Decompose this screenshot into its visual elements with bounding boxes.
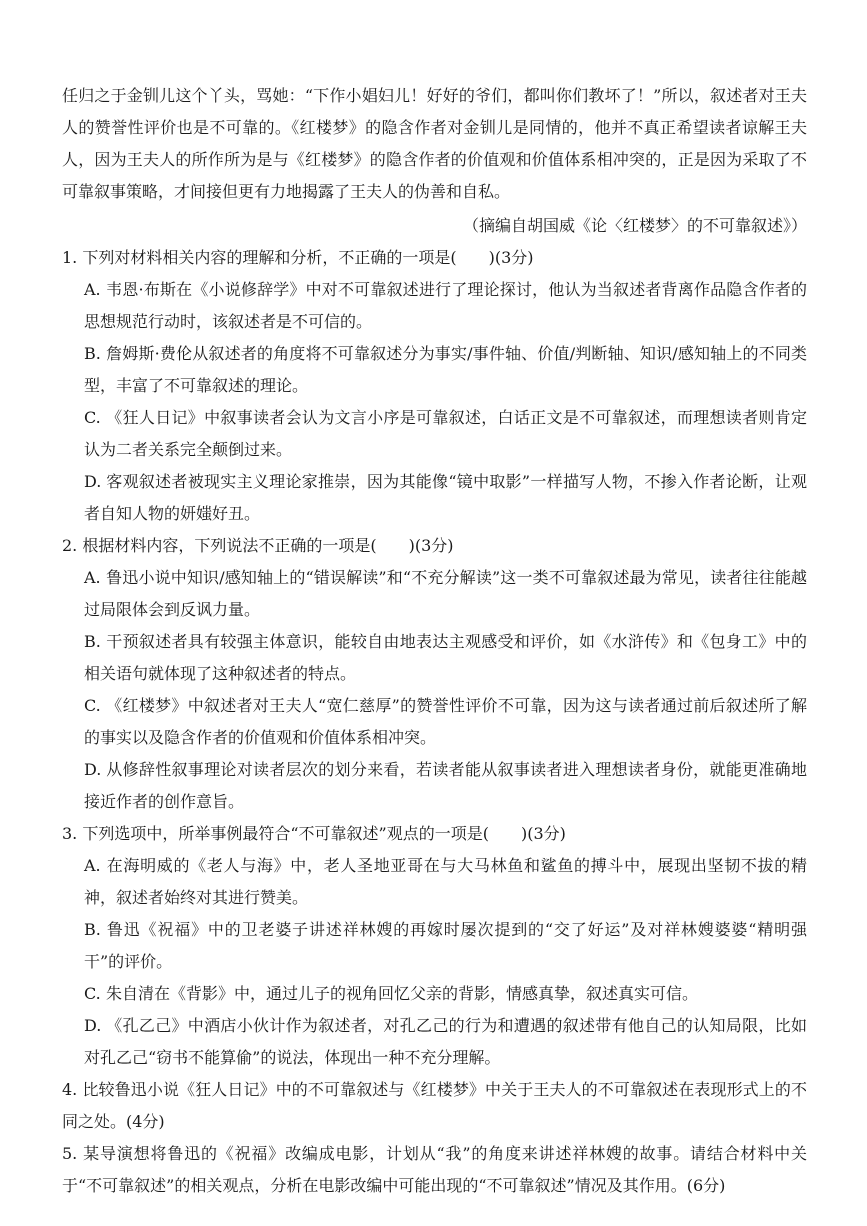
option-a bbox=[84, 274, 807, 338]
question-stem: 3. 下列选项中，所举事例最符合“不可靠叙述”观点的一项是( )(3分) bbox=[62, 824, 566, 843]
question-stem: 2. 根据材料内容，下列说法不正确的一项是( )(3分) bbox=[62, 536, 454, 555]
question-4 bbox=[62, 1074, 807, 1138]
question-stem: 1. 下列对材料相关内容的理解和分析，不正确的一项是( )(3分) bbox=[62, 248, 534, 267]
option-c bbox=[84, 978, 807, 1010]
question-5 bbox=[62, 1138, 807, 1202]
option-letter: D. bbox=[84, 472, 102, 491]
option-text: 鲁迅小说中知识/感知轴上的“错误解读”和“不充分解读”这一类不可靠叙述最为常见，读者往往能越过局限体会到反讽力量。 bbox=[84, 568, 807, 619]
option-d bbox=[84, 466, 807, 530]
option-b bbox=[84, 914, 807, 978]
passage bbox=[62, 80, 807, 208]
option-text: 从修辞性叙事理论对读者层次的划分来看，若读者能从叙事读者进入理想读者身份，就能更准确地接近作者的创作意旨。 bbox=[84, 760, 807, 811]
option-text: 客观叙述者被现实主义理论家推崇，因为其能像“镜中取影”一样描写人物，不掺入作者论断，让观者自知人物的妍媸好丑。 bbox=[84, 472, 807, 523]
option-letter: C. bbox=[84, 984, 101, 1003]
option-letter: C. bbox=[84, 408, 101, 427]
option-text: 鲁迅《祝福》中的卫老婆子讲述祥林嫂的再嫁时屡次提到的“交了好运”及对祥林嫂婆婆“精明强干”的评价。 bbox=[84, 920, 807, 971]
option-text: 干预叙述者具有较强主体意识，能较自由地表达主观感受和评价，如《水浒传》和《包身工》中的相关语句就体现了这种叙述者的特点。 bbox=[84, 632, 807, 683]
option-d bbox=[84, 1010, 807, 1074]
option-letter: C. bbox=[84, 696, 101, 715]
option-letter: A. bbox=[84, 280, 101, 299]
option-letter: D. bbox=[84, 1016, 102, 1035]
option-a bbox=[84, 562, 807, 626]
option-c bbox=[84, 402, 807, 466]
option-a bbox=[84, 850, 807, 914]
option-letter: B. bbox=[84, 632, 101, 651]
passage-source: （摘编自胡国威《论〈红楼梦〉的不可靠叙述》） bbox=[462, 216, 807, 235]
option-b bbox=[84, 626, 807, 690]
option-b bbox=[84, 338, 807, 402]
option-letter: A. bbox=[84, 856, 101, 875]
option-letter: D. bbox=[84, 760, 102, 779]
option-text: 在海明威的《老人与海》中，老人圣地亚哥在与大马林鱼和鲨鱼的搏斗中，展现出坚韧不拔的精神，叙述者始终对其进行赞美。 bbox=[84, 856, 807, 907]
passage-text: 任归之于金钏儿这个丫头，骂她：“下作小娼妇儿！好好的爷们，都叫你们教坏了！”所以，叙述者对王夫人的赞誉性评价也是不可靠的。《红楼梦》的隐含作者对金钏儿是同情的，他并不真正希望读者谅解王夫人，因为王夫人的所作所为是与《红楼梦》的隐含作者的价值观和价值体系相冲突的，正是因为采取了不可靠叙事策略，才间接但更有力地揭露了王夫人的伪善和自私。 bbox=[62, 86, 807, 201]
option-c bbox=[84, 690, 807, 754]
question-stem: 5. 某导演想将鲁迅的《祝福》改编成电影，计划从“我”的角度来讲述祥林嫂的故事。请结合材料中关于“不可靠叙述”的相关观点，分析在电影改编中可能出现的“不可靠叙述”情况及其作用。(6分) bbox=[62, 1144, 807, 1195]
option-text: 朱自清在《背影》中，通过儿子的视角回忆父亲的背影，情感真挚，叙述真实可信。 bbox=[106, 984, 699, 1003]
option-text: 韦恩·布斯在《小说修辞学》中对不可靠叙述进行了理论探讨，他认为当叙述者背离作品隐含作者的思想规范行动时，该叙述者是不可信的。 bbox=[84, 280, 807, 331]
question-stem: 4. 比较鲁迅小说《狂人日记》中的不可靠叙述与《红楼梦》中关于王夫人的不可靠叙述在表现形式上的不同之处。(4分) bbox=[62, 1080, 807, 1131]
option-letter: A. bbox=[84, 568, 101, 587]
question-3 bbox=[62, 818, 807, 1074]
option-text: 《红楼梦》中叙述者对王夫人“宽仁慈厚”的赞誉性评价不可靠，因为这与读者通过前后叙述所了解的事实以及隐含作者的价值观和价值体系相冲突。 bbox=[84, 696, 807, 747]
option-text: 《孔乙己》中酒店小伙计作为叙述者，对孔乙己的行为和遭遇的叙述带有他自己的认知局限，比如对孔乙己“窃书不能算偷”的说法，体现出一种不充分理解。 bbox=[84, 1016, 807, 1067]
question-1 bbox=[62, 242, 807, 530]
option-text: 《狂人日记》中叙事读者会认为文言小序是可靠叙述，白话正文是不可靠叙述，而理想读者则肯定认为二者关系完全颠倒过来。 bbox=[84, 408, 807, 459]
question-2 bbox=[62, 530, 807, 818]
option-letter: B. bbox=[84, 920, 101, 939]
option-d bbox=[84, 754, 807, 818]
option-text: 詹姆斯·费伦从叙述者的角度将不可靠叙述分为事实/事件轴、价值/判断轴、知识/感知轴上的不同类型，丰富了不可靠叙述的理论。 bbox=[84, 344, 807, 395]
option-letter: B. bbox=[84, 344, 101, 363]
